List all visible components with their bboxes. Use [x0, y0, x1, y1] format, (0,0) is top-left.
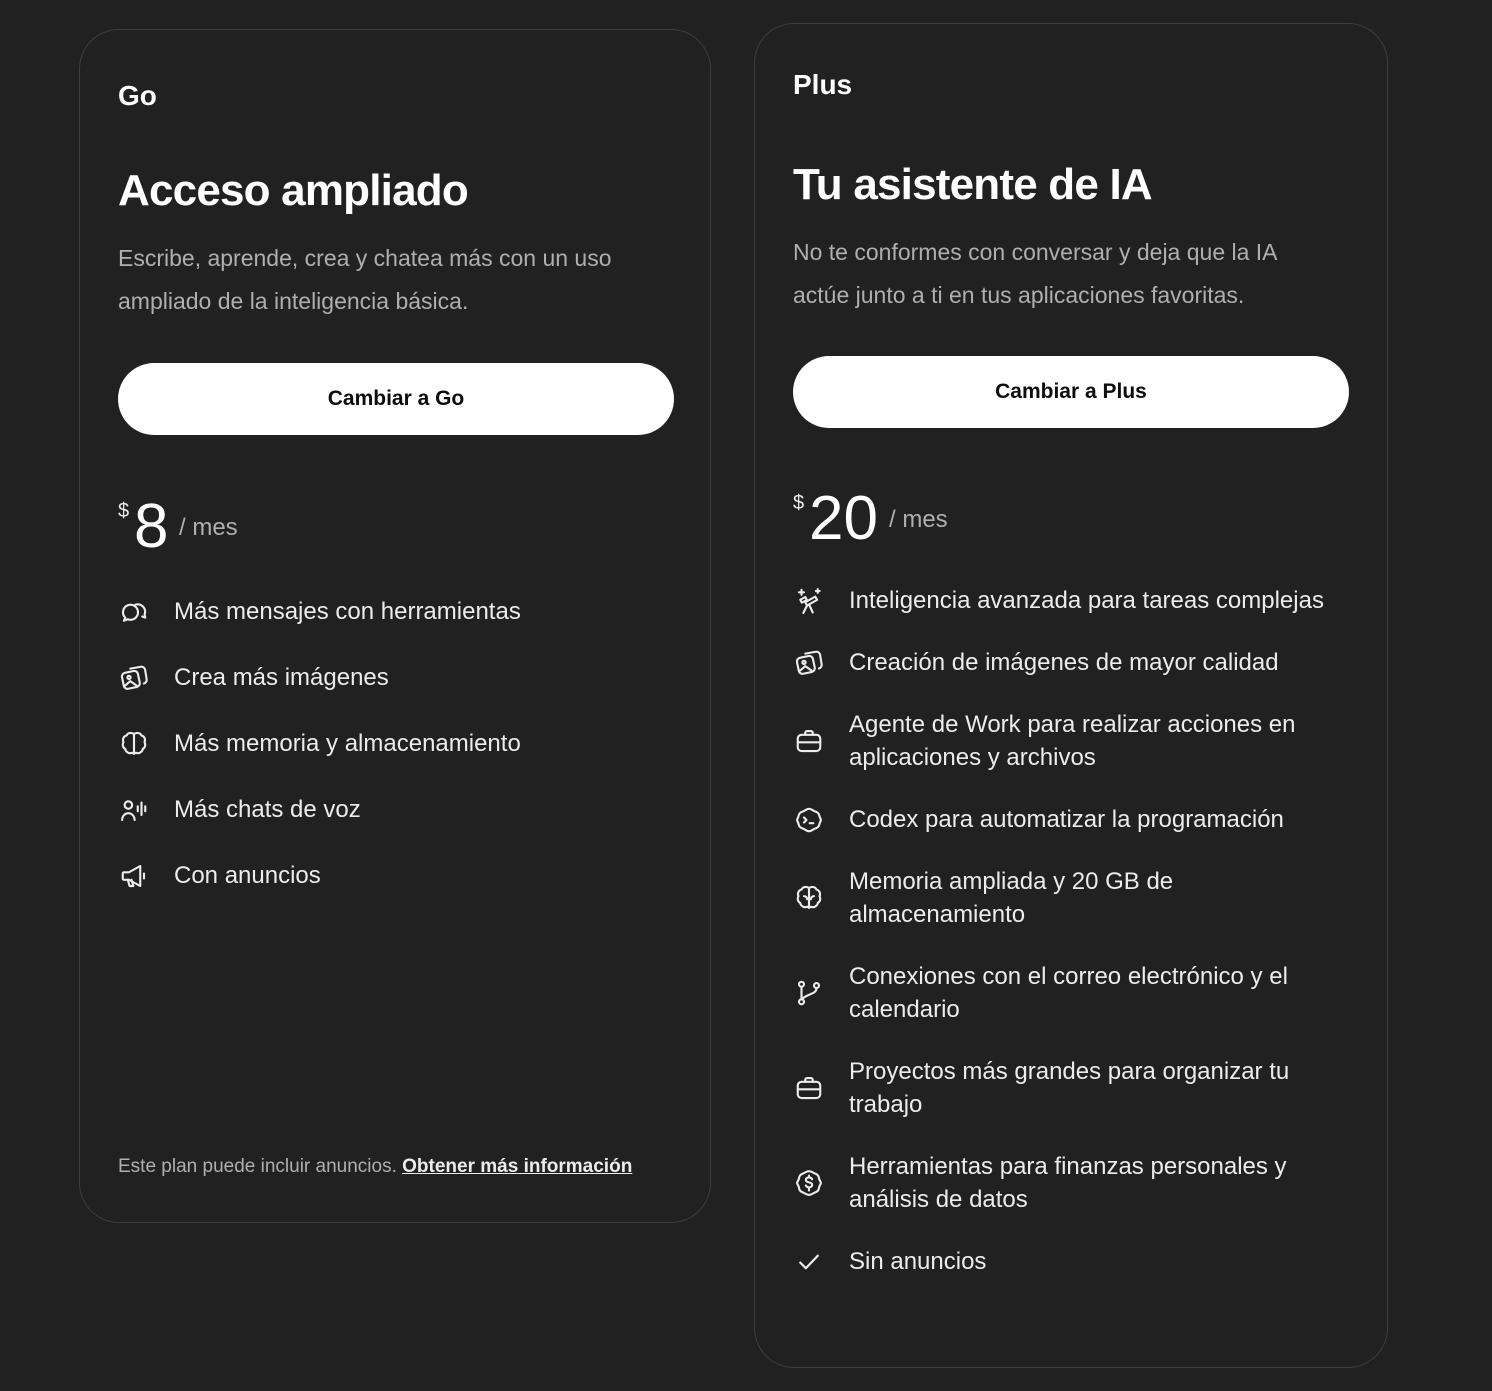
feature-item [793, 584, 1349, 617]
briefcase-icon [793, 1072, 825, 1104]
images-icon [793, 647, 825, 679]
price-period: / mes [179, 514, 238, 541]
briefcase-icon [793, 725, 825, 757]
feature-text: Herramientas para finanzas personales y análisis de datos [849, 1153, 1287, 1213]
feature-text: Sin anuncios [849, 1248, 987, 1275]
feature-text: Más memoria y almacenamiento [174, 730, 521, 757]
currency-symbol: $ [118, 500, 130, 522]
feature-text: Creación de imágenes de mayor calidad [849, 649, 1279, 676]
telescope-sparkle-icon [793, 585, 825, 617]
price-amount: 20 [809, 484, 878, 553]
feature-text: Más chats de voz [174, 796, 361, 823]
plan-card-go [79, 29, 711, 1223]
chat-bubbles-icon [118, 596, 150, 628]
plan-headline: Acceso ampliado [118, 166, 468, 215]
feature-item [118, 859, 672, 892]
plan-card-plus [754, 23, 1388, 1368]
feature-item [118, 793, 672, 826]
feature-item [793, 1055, 1349, 1121]
feature-text: Inteligencia avanzada para tareas complejas [849, 587, 1324, 614]
price-period: / mes [889, 506, 948, 533]
dollar-circle-icon [793, 1167, 825, 1199]
feature-text: Codex para automatizar la programación [849, 806, 1284, 833]
feature-item [793, 646, 1349, 679]
feature-item [793, 708, 1349, 774]
feature-text: Memoria ampliada y 20 GB de almacenamiento [849, 868, 1174, 928]
ads-note [118, 1156, 632, 1178]
feature-list [793, 584, 1349, 1307]
memory-icon [118, 728, 150, 760]
images-icon [118, 662, 150, 694]
feature-item [793, 960, 1349, 1026]
currency-symbol: $ [793, 492, 805, 514]
plan-subtitle: Escribe, aprende, crea y chatea más con un uso ampliado de la inteligencia básica. [118, 245, 612, 314]
feature-item [793, 1245, 1349, 1278]
switch-to-go-button[interactable]: Cambiar a Go [118, 363, 674, 435]
feature-item [118, 661, 672, 694]
ads-note-text: Este plan puede incluir anuncios. [118, 1156, 397, 1177]
voice-chat-icon [118, 794, 150, 826]
feature-item [793, 803, 1349, 836]
feature-text: Proyectos más grandes para organizar tu trabajo [849, 1058, 1290, 1118]
feature-item [118, 727, 672, 760]
plan-name: Go [118, 80, 157, 111]
codex-icon [793, 804, 825, 836]
feature-item [793, 1150, 1349, 1216]
feature-item [793, 865, 1349, 931]
feature-item [118, 595, 672, 628]
feature-text: Más mensajes con herramientas [174, 598, 521, 625]
plan-headline: Tu asistente de IA [793, 160, 1152, 209]
feature-text: Conexiones con el correo electrónico y el calendario [849, 963, 1288, 1023]
memory-icon [793, 882, 825, 914]
feature-text: Crea más imágenes [174, 664, 389, 691]
feature-list [118, 595, 672, 925]
check-icon [793, 1246, 825, 1278]
plan-subtitle: No te conformes con conversar y deja que la IA actúe junto a ti en tus aplicaciones favoritas. [793, 239, 1277, 308]
switch-to-plus-button[interactable]: Cambiar a Plus [793, 356, 1349, 428]
plan-name: Plus [793, 69, 853, 100]
megaphone-icon [118, 860, 150, 892]
connections-icon [793, 977, 825, 1009]
price-amount: 8 [134, 492, 169, 561]
feature-text: Agente de Work para realizar acciones en aplicaciones y archivos [849, 711, 1296, 771]
feature-text: Con anuncios [174, 862, 321, 889]
learn-more-link[interactable]: Obtener más información [402, 1156, 633, 1177]
